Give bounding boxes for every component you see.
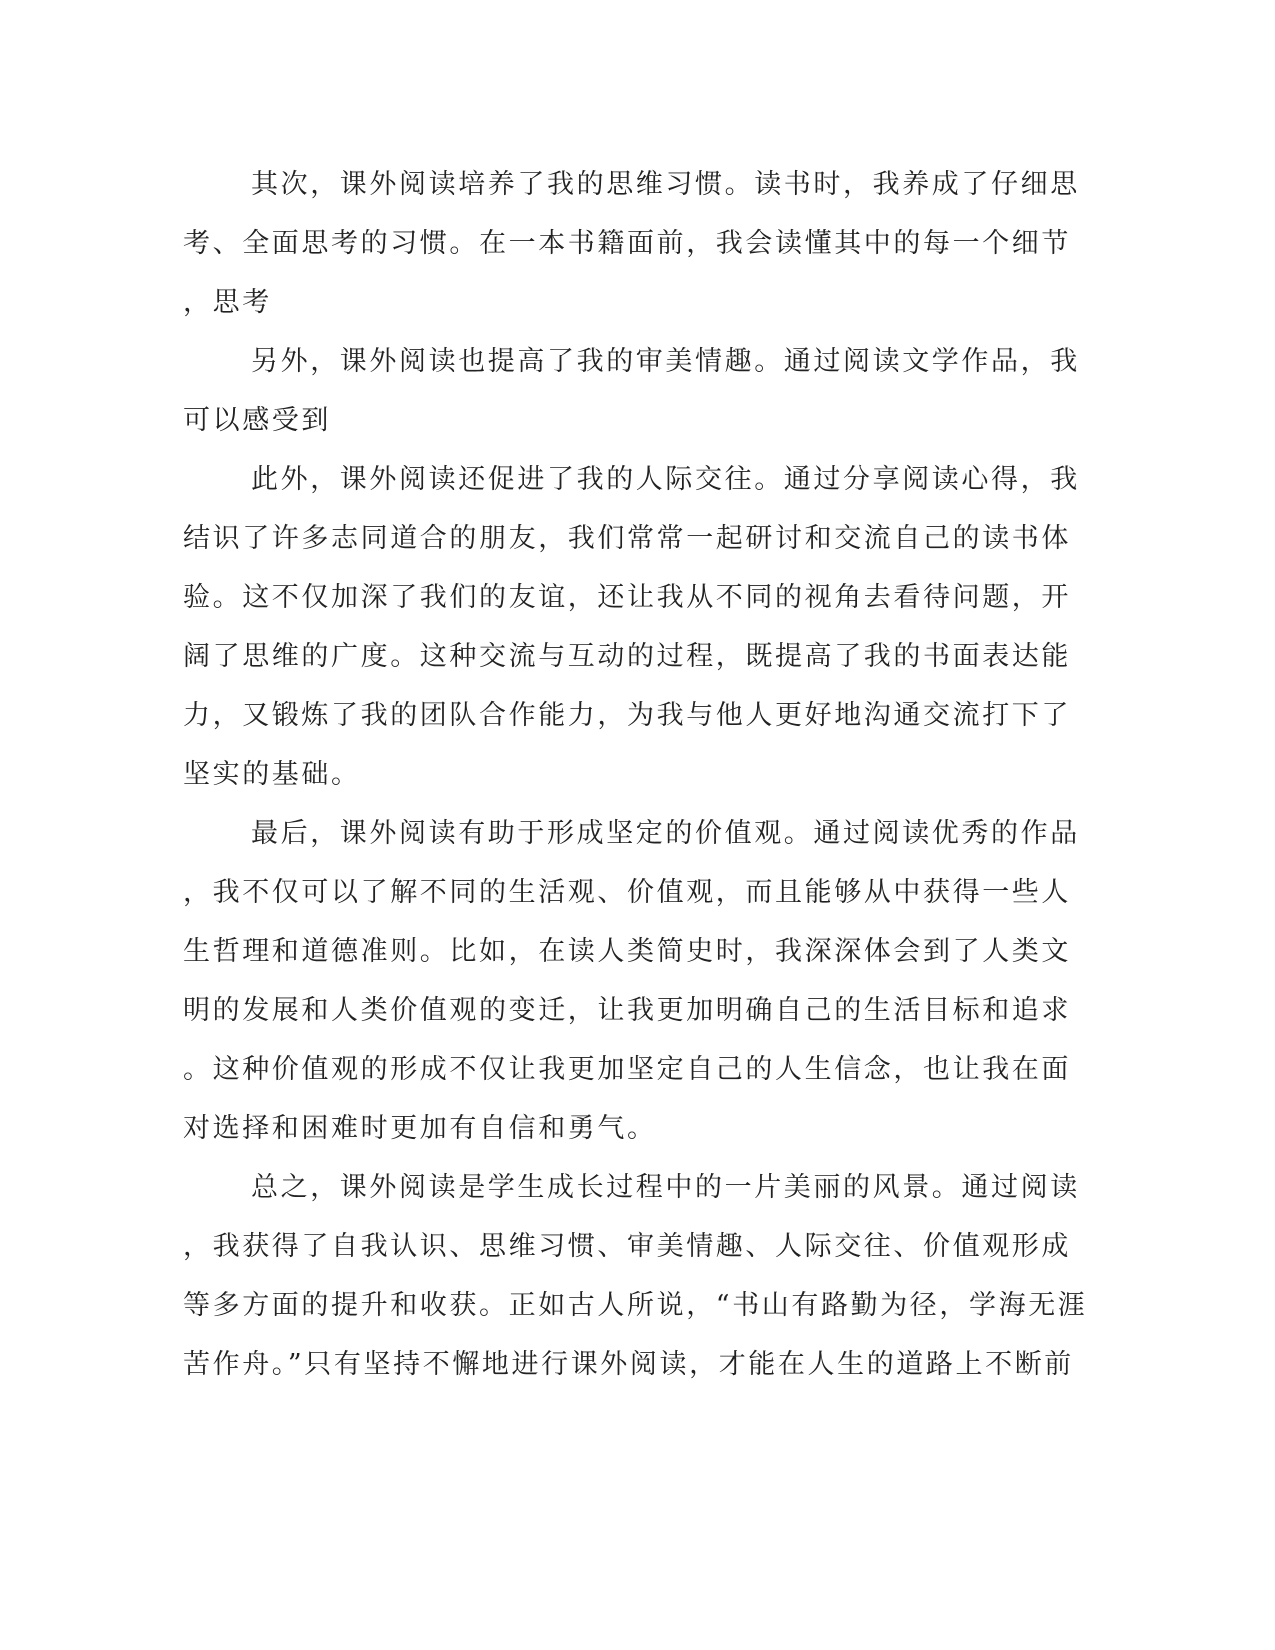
text-line: 最后，课外阅读有助于形成坚定的价值观。通过阅读优秀的作品: [251, 818, 1080, 849]
text-line: 另外，课外阅读也提高了我的审美情趣。通过阅读文学作品，我: [251, 346, 1080, 377]
paragraph-aesthetic-taste: [183, 332, 1080, 450]
paragraph-thinking-habits: [183, 155, 1080, 332]
text-line: 考、全面思考的习惯。在一本书籍面前，我会读懂其中的每一个细节: [183, 228, 1071, 259]
text-line: 。这种价值观的形成不仅让我更加坚定自己的人生信念，也让我在面: [183, 1054, 1071, 1085]
text-line: 结识了许多志同道合的朋友，我们常常一起研讨和交流自己的读书体: [183, 523, 1071, 554]
paragraph-conclusion: [183, 1158, 1088, 1394]
text-line: 苦作舟。”只有坚持不懈地进行课外阅读，才能在人生的道路上不断前: [183, 1349, 1074, 1380]
text-line: 可以感受到: [183, 405, 331, 436]
paragraph-social-interaction: [183, 450, 1080, 804]
text-line: 力，又锻炼了我的团队合作能力，为我与他人更好地沟通交流打下了: [183, 700, 1071, 731]
text-line: 验。这不仅加深了我们的友谊，还让我从不同的视角去看待问题，开: [183, 582, 1071, 613]
text-line: 生哲理和道德准则。比如，在读人类简史时，我深深体会到了人类文: [183, 936, 1071, 967]
text-line: 其次，课外阅读培养了我的思维习惯。读书时，我养成了仔细思: [251, 169, 1080, 200]
text-line: 此外，课外阅读还促进了我的人际交往。通过分享阅读心得，我: [251, 464, 1080, 495]
text-line: 坚实的基础。: [183, 759, 361, 790]
text-line: 明的发展和人类价值观的变迁，让我更加明确自己的生活目标和追求: [183, 995, 1071, 1026]
text-line: 对选择和困难时更加有自信和勇气。: [183, 1113, 657, 1144]
text-line: ，我不仅可以了解不同的生活观、价值观，而且能够从中获得一些人: [183, 877, 1071, 908]
text-line: ，思考: [183, 287, 272, 318]
text-line: 总之，课外阅读是学生成长过程中的一片美丽的风景。通过阅读: [251, 1172, 1080, 1203]
paragraph-values: [183, 804, 1080, 1158]
document-body: [183, 155, 1088, 1394]
text-line: 阔了思维的广度。这种交流与互动的过程，既提高了我的书面表达能: [183, 641, 1071, 672]
text-line: ，我获得了自我认识、思维习惯、审美情趣、人际交往、价值观形成: [183, 1231, 1071, 1262]
text-line: 等多方面的提升和收获。正如古人所说，“书山有路勤为径，学海无涯: [183, 1290, 1088, 1321]
